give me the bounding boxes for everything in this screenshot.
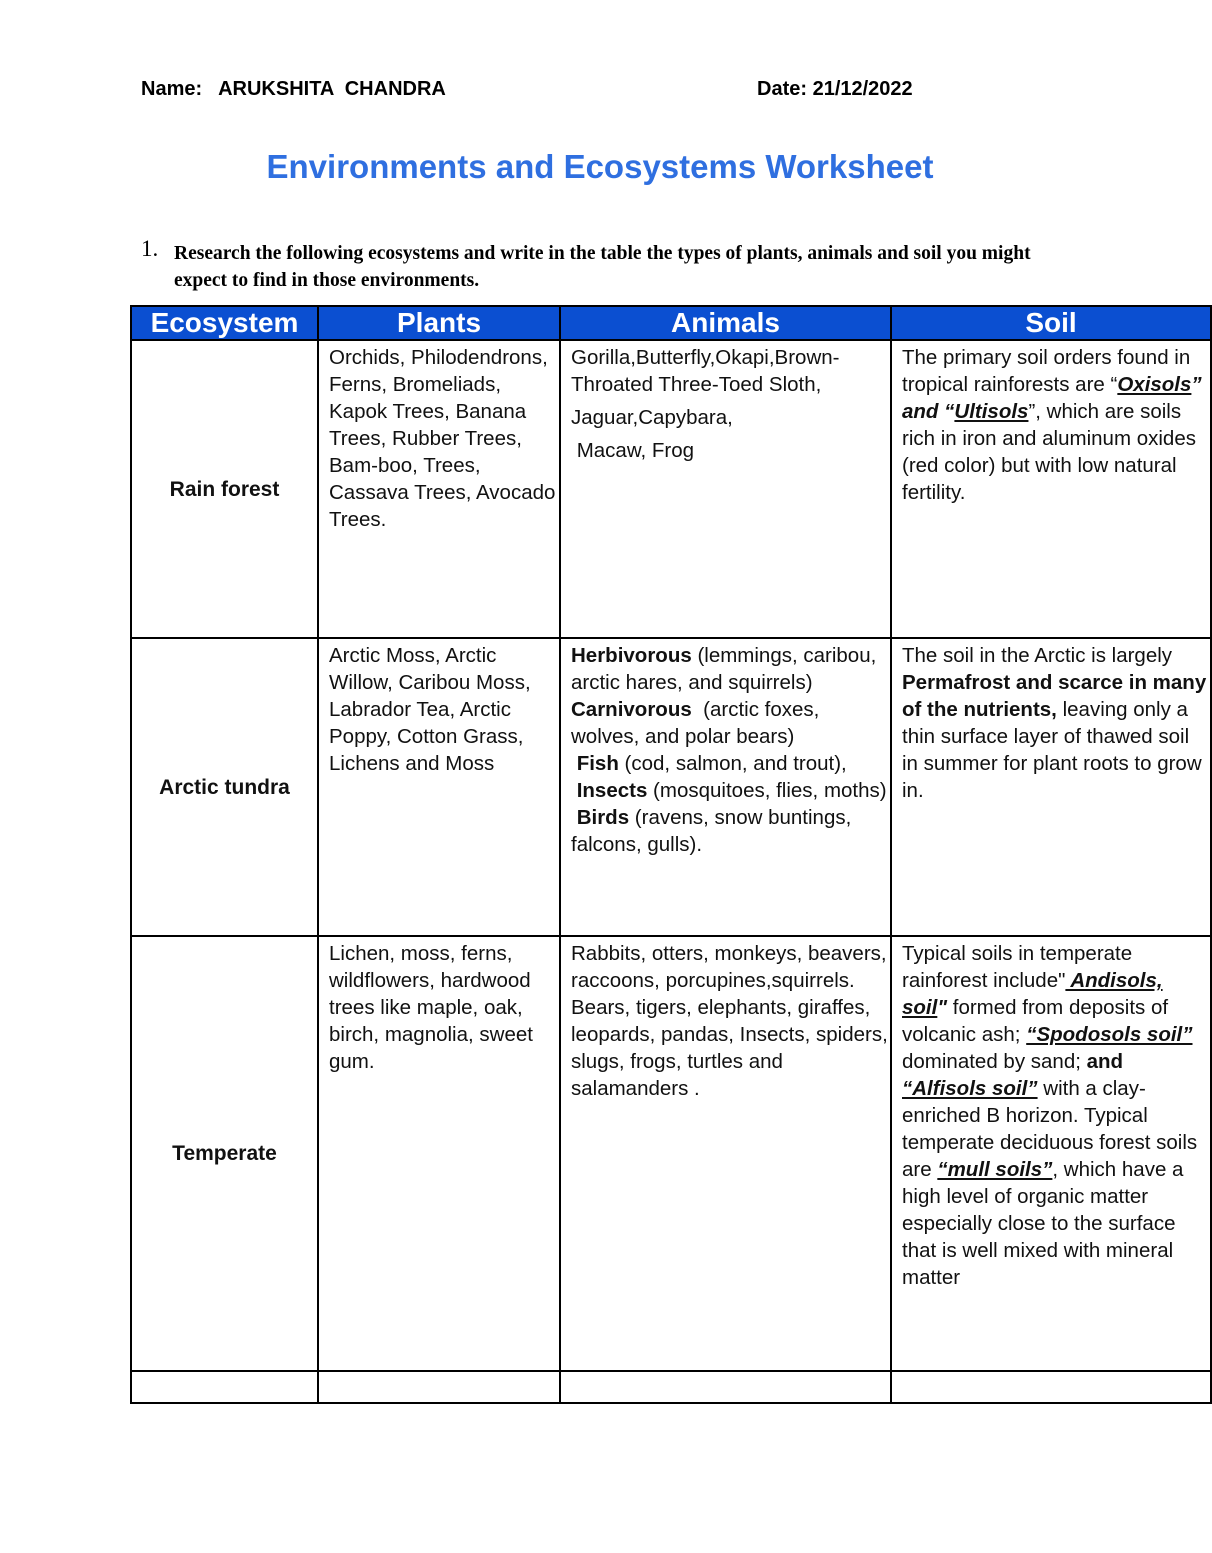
table-row-temperate <box>131 936 1211 1371</box>
animal-group-text: (arctic foxes, wolves, and polar bears) <box>571 698 826 748</box>
animal-group-label: Herbivorous <box>571 644 692 667</box>
ecosystem-cell: Rain forest <box>131 340 318 638</box>
ecosystem-cell: Temperate <box>131 936 318 1371</box>
animal-group <box>571 804 890 858</box>
table-row-rainforest <box>131 340 1211 638</box>
animal-group <box>571 777 890 804</box>
soil-text: with a clay-enriched B horizon. Typical temperate deciduous forest soils are <box>902 1077 1198 1181</box>
animals-cell <box>560 340 891 638</box>
animals-line: Jaguar,Capybara, <box>571 406 733 429</box>
soil-term: “Alfisols soil” <box>902 1077 1038 1100</box>
table-header-row <box>131 306 1211 340</box>
animal-group-label: Carnivorous <box>571 698 692 721</box>
animal-group <box>571 750 890 777</box>
animals-line: Gorilla,Butterfly,Okapi,Brown-Throated Three-Toed Sloth, <box>571 346 840 396</box>
header-plants: Plants <box>318 306 560 340</box>
soil-text: , which have a high level of organic matter especially close to the surface that is well mixed with mineral matter <box>902 1158 1184 1289</box>
animal-group-label: Birds <box>571 806 630 829</box>
ecosystem-cell: Arctic tundra <box>131 638 318 936</box>
animal-group-text: (lemmings, caribou, arctic hares, and squirrels) <box>571 644 883 694</box>
soil-text: and <box>1086 1050 1124 1073</box>
soil-text: Typical soils in temperate rainforest include" <box>902 942 1133 992</box>
name-value: ARUKSHITA CHANDRA <box>218 78 446 100</box>
plants-cell: Orchids, Philodendrons, Ferns, Bromeliads, Kapok Trees, Banana Trees, Rubber Trees, Bam-boo, Trees, Cassava Trees, Avocado Trees. <box>318 340 560 638</box>
soil-text: The primary soil orders found in tropical rainforests are “ <box>902 346 1191 396</box>
plants-cell: Arctic Moss, Arctic Willow, Caribou Moss, Labrador Tea, Arctic Poppy, Cotton Grass, Lichens and Moss <box>318 638 560 936</box>
name-label: Name: <box>141 78 203 100</box>
soil-cell <box>891 936 1211 1371</box>
name-line <box>141 78 446 101</box>
animals-cell: Rabbits, otters, monkeys, beavers, raccoons, porcupines,squirrels. Bears, tigers, elephants, giraffes, leopards, pandas, Insects, spiders, slugs, frogs, turtles and salamanders . <box>560 936 891 1371</box>
soil-text: leaving only a thin surface layer of thawed soil in summer for plant roots to grow in. <box>902 698 1202 802</box>
animal-group <box>571 696 890 750</box>
date-value: 21/12/2022 <box>812 78 913 100</box>
soil-term: “Spodosols soil” <box>1026 1023 1193 1046</box>
soil-cell <box>891 638 1211 936</box>
animal-group-text: (mosquitoes, flies, moths) <box>647 779 887 802</box>
table-row-empty <box>131 1371 1211 1403</box>
soil-text: formed from deposits of volcanic ash; <box>902 996 1169 1046</box>
soil-cell <box>891 340 1211 638</box>
animal-group-label: Fish <box>571 752 619 775</box>
soil-text: dominated by sand; <box>902 1050 1087 1073</box>
empty-cell <box>560 1371 891 1403</box>
animals-line: Macaw, Frog <box>571 439 695 462</box>
animal-group <box>571 642 890 696</box>
soil-text: The soil in the Arctic is largely <box>902 644 1173 667</box>
soil-term: “mull soils” <box>937 1158 1053 1181</box>
animal-group-text: (cod, salmon, and trout), <box>618 752 847 775</box>
animal-group-text: (ravens, snow buntings, falcons, gulls). <box>571 806 858 856</box>
worksheet-title: Environments and Ecosystems Worksheet <box>266 148 934 185</box>
header-animals: Animals <box>560 306 891 340</box>
date-label: Date: <box>757 78 808 100</box>
animals-cell <box>560 638 891 936</box>
ecosystem-table <box>130 305 1212 1404</box>
soil-text: ”, which are soils rich in iron and aluminum oxides (red color) but with low natural fertility. <box>902 400 1196 504</box>
question-1 <box>141 236 1041 294</box>
soil-term: Andisols, soil <box>902 969 1163 1019</box>
header-ecosystem: Ecosystem <box>131 306 318 340</box>
soil-term: Oxisols <box>1117 373 1192 396</box>
table-row-arctic-tundra <box>131 638 1211 936</box>
animal-group-label: Insects <box>571 779 648 802</box>
question-text: Research the following ecosystems and write in the table the types of plants, animals and soil you might expect to find in those environments. <box>174 243 1031 291</box>
question-number: 1. <box>141 236 159 261</box>
soil-text: ” and “ <box>902 373 1202 423</box>
plants-cell: Lichen, moss, ferns, wildflowers, hardwood trees like maple, oak, birch, magnolia, sweet gum. <box>318 936 560 1371</box>
date-line <box>757 78 913 101</box>
empty-cell <box>318 1371 560 1403</box>
soil-term: Ultisols <box>954 400 1029 423</box>
empty-cell <box>891 1371 1211 1403</box>
soil-text: " <box>937 996 948 1019</box>
header-soil: Soil <box>891 306 1211 340</box>
soil-term: Permafrost and scarce in many of the nutrients, <box>902 671 1207 721</box>
empty-cell <box>131 1371 318 1403</box>
